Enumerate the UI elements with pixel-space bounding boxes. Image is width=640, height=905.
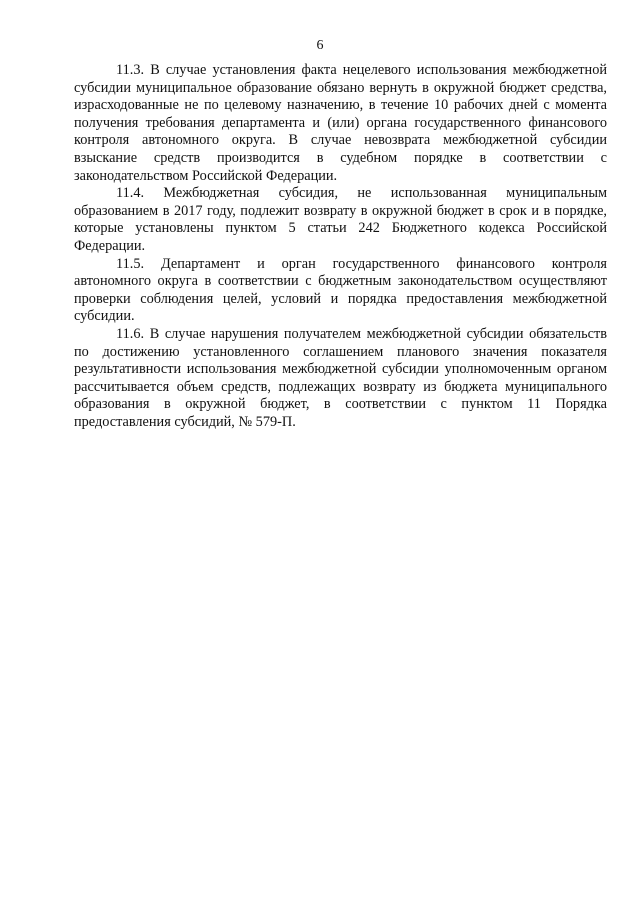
paragraph-number: 11.4. [116,185,145,202]
page-number: 6 [316,38,324,53]
paragraph-11-5 [74,256,607,326]
paragraph-11-3 [74,62,607,185]
paragraph-text: Межбюджетная субсидия, не использованная муниципальным образованием в 2017 году, подлежит возврату в окружной бюджет в срок и в порядке, которые установлены пунктом 5 статьи 242 Бюджетного кодекса Российской Федерации. [74,185,607,254]
paragraph-11-4 [74,185,607,255]
paragraph-text: В случае установления факта нецелевого использования межбюджетной субсидии муниципальное образование обязано вернуть в окружной бюджет средства, израсходованные не по целевому назначению, в течение 10 рабочих дней с момента получения требования департамента и (или) органа государственного финансового контроля автономного округа. В случае невозврата межбюджетной субсидии взыскание средств производится в судебном порядке в соответствии с законодательством Российской Федерации. [74,62,607,184]
paragraph-text: В случае нарушения получателем межбюджетной субсидии обязательств по достижению установленного соглашением планового значения показателя результативности использования межбюджетной субсидии уполномоченным органом рассчитывается объем средств, подлежащих возврату из бюджета муниципального образования в окружной бюджет, в соответствии с пунктом 11 Порядка предоставления субсидий, № 579-П. [74,325,607,430]
document-body [74,62,607,431]
paragraph-text: Департамент и орган государственного финансового контроля автономного округа в соответствии с бюджетным законодательством осуществляют проверки соблюдения целей, условий и порядка предоставления межбюджетной субсидии. [74,255,607,325]
paragraph-number: 11.5. [116,255,145,272]
paragraph-11-6 [74,326,607,432]
paragraph-number: 11.6. [116,325,145,342]
paragraph-number: 11.3. [116,62,145,78]
